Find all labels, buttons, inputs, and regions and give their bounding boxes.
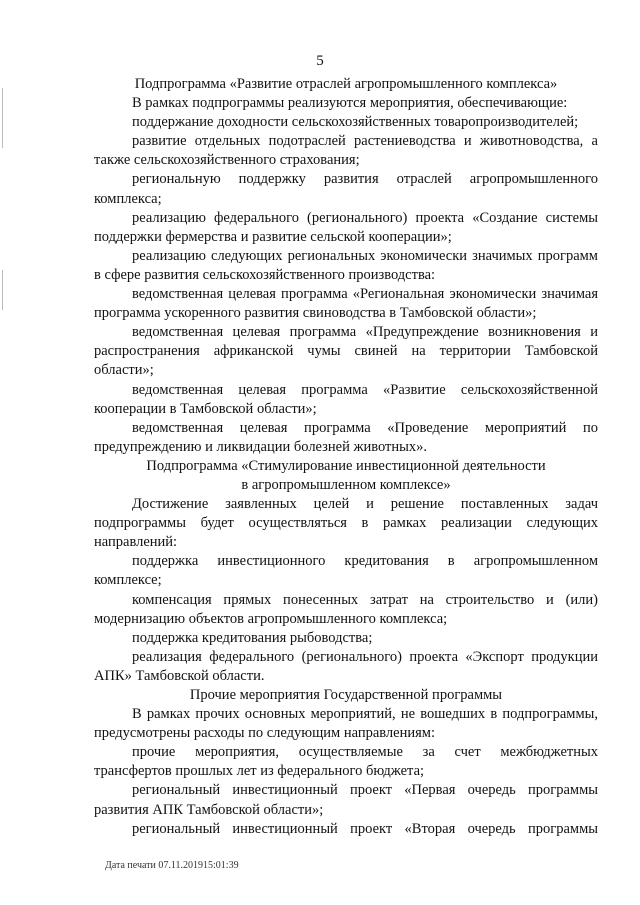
section-heading: Прочие мероприятия Государственной программы bbox=[189, 687, 503, 703]
section-heading: Подпрограмма «Стимулирование инвестиционной деятельности bbox=[146, 457, 546, 474]
section-heading-line-2: в агропромышленном комплексе» bbox=[241, 476, 451, 493]
scan-artifact bbox=[2, 88, 3, 148]
page-number: 5 bbox=[316, 53, 324, 69]
paragraph: ведомственная целевая программа «Проведение мероприятий по предупреждению и ликвидации болезней животных». bbox=[94, 419, 598, 455]
scan-artifact bbox=[2, 270, 3, 310]
section-heading: Подпрограмма «Развитие отраслей агропромышленного комплекса» bbox=[134, 76, 558, 92]
paragraph: реализацию федерального (регионального) проекта «Создание системы поддержки фермерства и развитие сельской кооперации»; bbox=[94, 209, 598, 245]
paragraph: региональный инвестиционный проект «Вторая очередь программы bbox=[132, 820, 598, 837]
paragraph: поддержка инвестиционного кредитования в агропромышленном комплексе; bbox=[94, 553, 598, 589]
paragraph: ведомственная целевая программа «Региональная экономически значимая программа ускоренного развития свиноводства в Тамбовской области»; bbox=[94, 286, 598, 322]
paragraph: компенсация прямых понесенных затрат на строительство и (или) модернизацию объектов агропромышленного комплекса; bbox=[94, 591, 598, 627]
paragraph: ведомственная целевая программа «Предупреждение возникновения и распространения африканской чумы свиней на территории Тамбовской области»; bbox=[94, 324, 598, 379]
paragraph: В рамках прочих основных мероприятий, не вошедших в подпрограммы, предусмотрены расходы по следующим направлениям: bbox=[94, 706, 598, 742]
paragraph: ведомственная целевая программа «Развитие сельскохозяйственной кооперации в Тамбовской области»; bbox=[94, 381, 598, 417]
paragraph: реализация федерального (регионального) проекта «Экспорт продукции АПК» Тамбовской области. bbox=[94, 648, 598, 684]
document-body bbox=[94, 75, 598, 839]
paragraph: прочие мероприятия, осуществляемые за счет межбюджетных трансфертов прошлых лет из федерального бюджета; bbox=[94, 744, 598, 780]
paragraph: региональную поддержку развития отраслей агропромышленного комплекса; bbox=[94, 171, 598, 207]
paragraph: В рамках подпрограммы реализуются мероприятия, обеспечивающие: bbox=[132, 95, 568, 112]
paragraph: Достижение заявленных целей и решение поставленных задач подпрограммы будет осуществляться в рамках реализации следующих направлений: bbox=[94, 496, 598, 551]
paragraph: поддержка кредитования рыбоводства; bbox=[132, 629, 373, 646]
paragraph: развитие отдельных подотраслей растениеводства и животноводства, а также сельскохозяйственного страхования; bbox=[94, 133, 598, 169]
paragraph: поддержание доходности сельскохозяйственных товаропроизводителей; bbox=[132, 114, 579, 131]
paragraph: реализацию следующих региональных экономически значимых программ в сфере развития сельскохозяйственного производства: bbox=[94, 247, 598, 283]
paragraph: региональный инвестиционный проект «Первая очередь программы развития АПК Тамбовской области»; bbox=[94, 782, 598, 818]
print-date-footer: Дата печати 07.11.201915:01:39 bbox=[105, 860, 239, 871]
